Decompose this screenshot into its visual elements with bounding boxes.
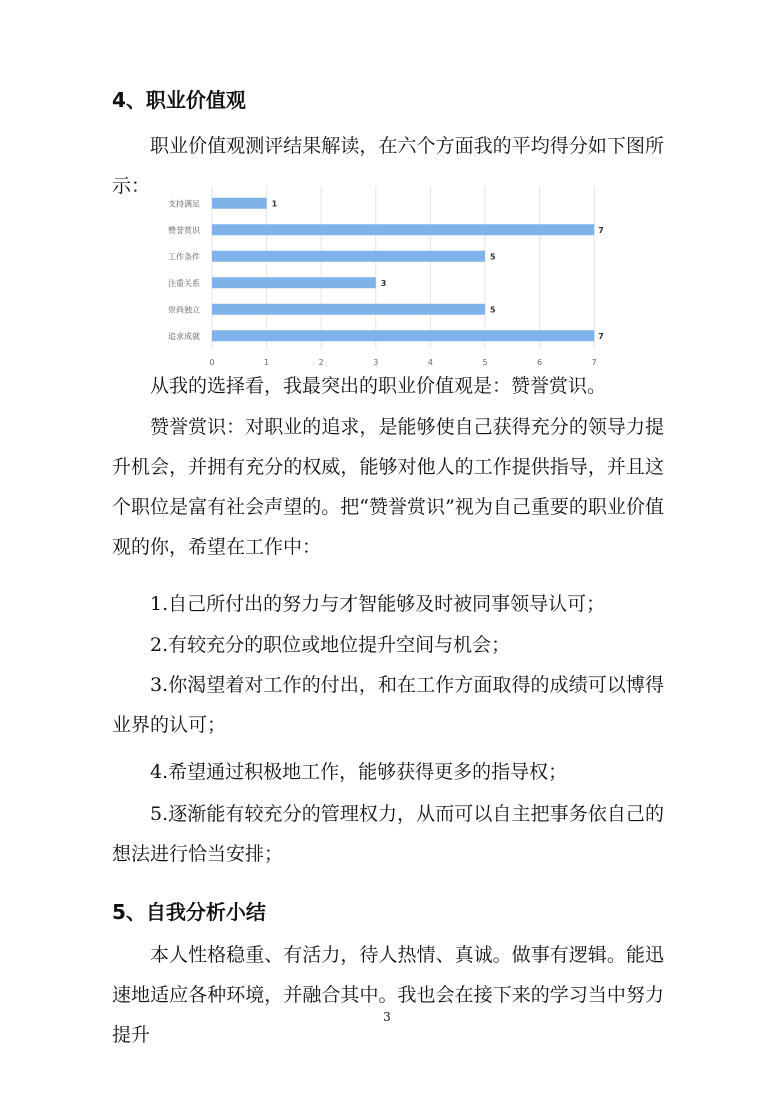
paragraph-summary: 从我的选择看，我最突出的职业价值观是：赞誉赏识。 xyxy=(150,375,607,397)
bar xyxy=(212,304,485,315)
data-label: 5 xyxy=(490,305,496,315)
data-label: 5 xyxy=(490,252,496,262)
bar xyxy=(212,277,376,288)
x-tick-label: 0 xyxy=(209,358,215,367)
category-label: 注重关系 xyxy=(168,278,200,288)
list-item-5: 5.逐渐能有较充分的管理权力，从而可以自主把事务依自己的想法进行恰当安排； xyxy=(112,803,664,865)
data-label: 1 xyxy=(271,199,278,209)
bar xyxy=(212,224,594,235)
category-label: 支持满足 xyxy=(168,199,200,209)
section-5-heading: 5、自我分析小结 xyxy=(112,900,266,924)
section-4-heading: 4、职业价值观 xyxy=(112,88,246,112)
category-label: 工作条件 xyxy=(168,252,200,262)
category-label: 追求成就 xyxy=(168,331,200,341)
data-label: 7 xyxy=(598,331,604,341)
x-tick-label: 3 xyxy=(373,358,379,367)
list-item-2: 2.有较充分的职位或地位提升空间与机会； xyxy=(150,634,511,656)
x-tick-label: 5 xyxy=(482,358,488,367)
data-label: 7 xyxy=(598,225,604,235)
x-tick-label: 6 xyxy=(537,358,543,367)
category-label: 崇尚独立 xyxy=(168,305,200,315)
page-number: 3 xyxy=(383,1010,391,1024)
bar-chart xyxy=(160,180,610,367)
list-item-4: 4.希望通过积极地工作，能够获得更多的指导权； xyxy=(150,761,568,783)
x-tick-label: 7 xyxy=(591,358,597,367)
category-label: 赞誉赏识 xyxy=(168,225,200,235)
data-label: 3 xyxy=(380,278,387,288)
list-item-3: 3.你渴望着对工作的付出，和在工作方面取得的成绩可以博得业界的认可； xyxy=(112,674,664,736)
list-item-1: 1.自己所付出的努力与才智能够及时被同事领导认可； xyxy=(150,593,606,615)
paragraph-definition: 赞誉赏识：对职业的追求，是能够使自己获得充分的领导力提升机会，并拥有充分的权威，能够对他人的工作提供指导，并且这个职位是富有社会声望的。把“赞誉赏识”视为自己重要的职业价值观的你，希望在工作中： xyxy=(112,416,664,558)
section-5-text: 本人性格稳重、有活力，待人热情、真诚。做事有逻辑。能迅速地适应各种环境，并融合其中。我也会在接下来的学习当中努力提升 xyxy=(112,944,664,1046)
x-tick-label: 1 xyxy=(264,358,270,367)
x-tick-label: 2 xyxy=(318,358,324,367)
bar xyxy=(212,198,267,209)
bar xyxy=(212,330,594,341)
section-4-intro: 职业价值观测评结果解读，在六个方面我的平均得分如下图所示： xyxy=(112,135,664,197)
bar xyxy=(212,251,485,262)
x-tick-label: 4 xyxy=(427,358,433,367)
